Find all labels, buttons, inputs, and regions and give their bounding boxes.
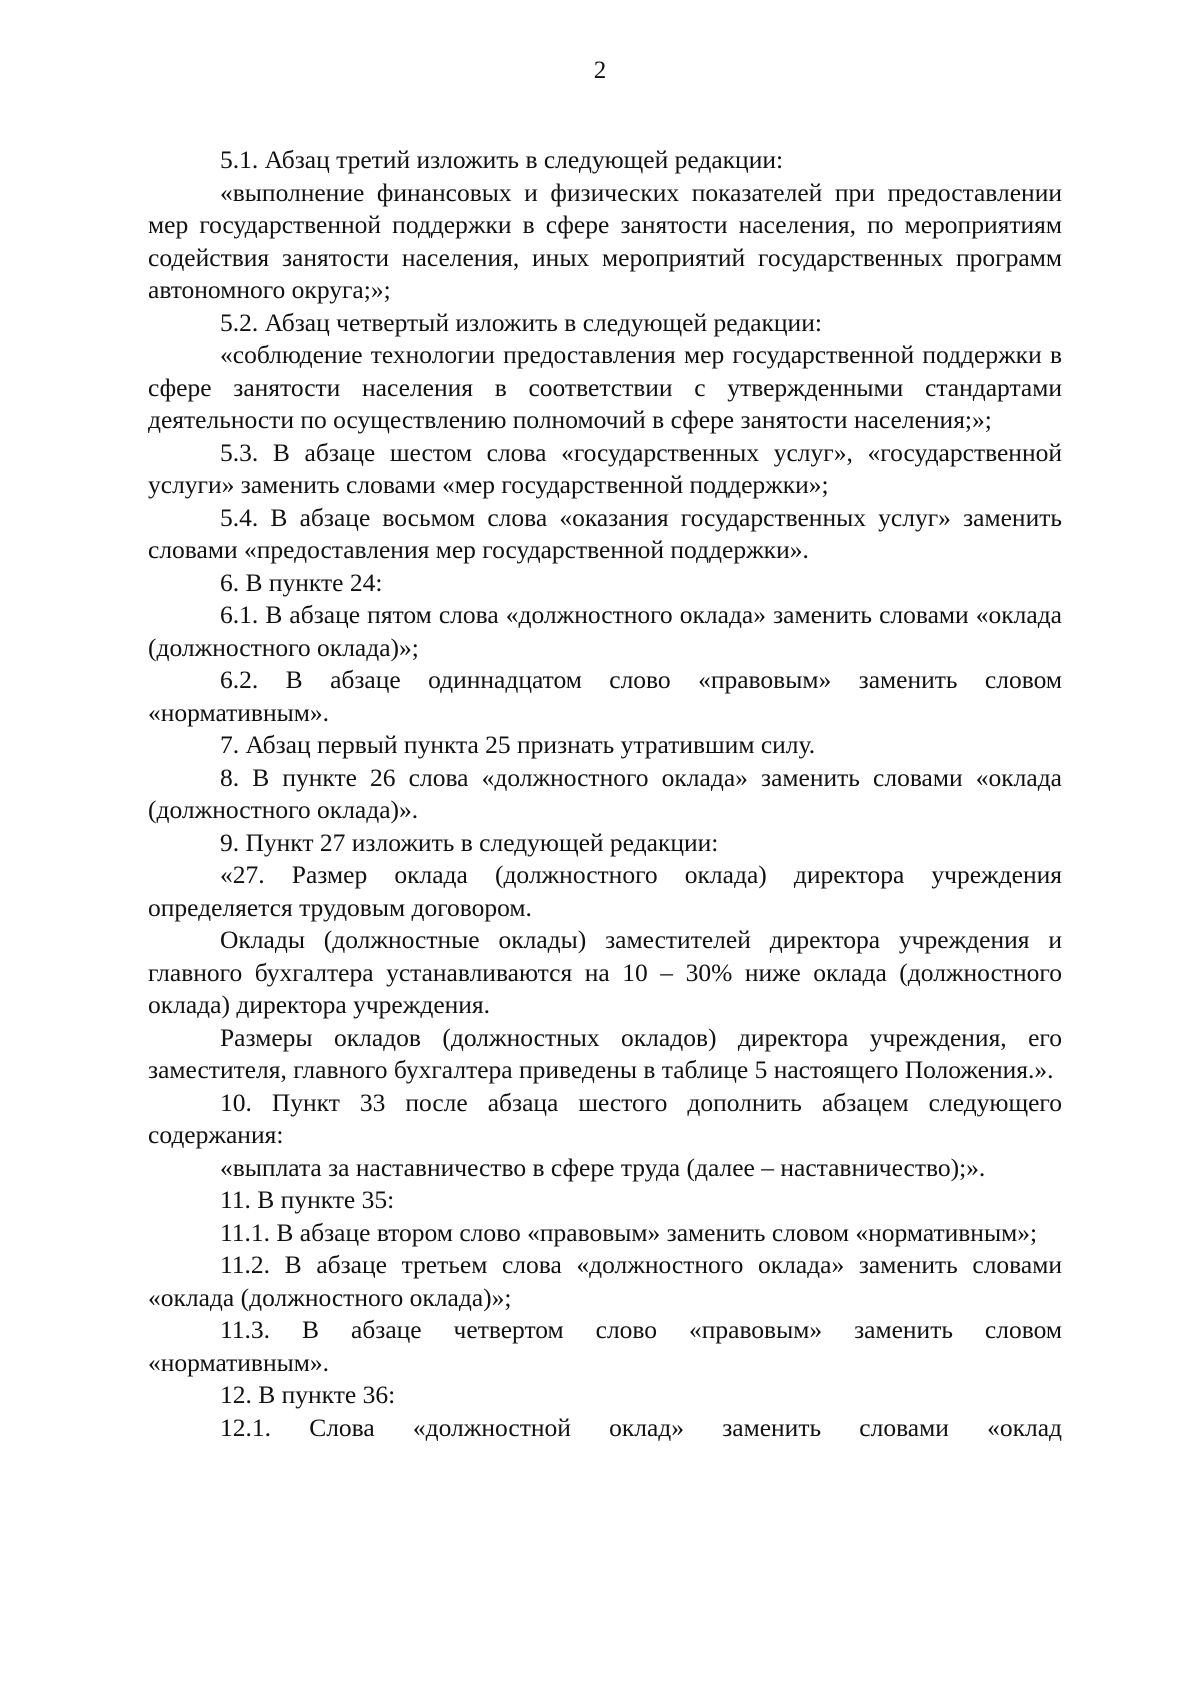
paragraph-5-2-text: «соблюдение технологии предоставления мер государственной поддержки в сфере занятости населения в соответствии с утвержденными стандартами деятельности по осуществлению полномочий в сфере занятости населения;»; (148, 340, 1062, 434)
paragraph-12-1: 12.1. Слова «должностной оклад» заменить словами «оклад (220, 1412, 1062, 1442)
page-number: 2 (593, 57, 607, 84)
paragraph-5-4: 5.4. В абзаце восьмом слова «оказания государственных услуг» заменить словами «предоставления мер государственной поддержки». (148, 502, 1062, 564)
paragraph-11-3: 11.3. В абзаце четвертом слово «правовым» заменить словом «нормативным». (148, 1315, 1062, 1377)
paragraph-5-1: 5.1. Абзац третий изложить в следующей редакции: (220, 145, 784, 174)
paragraph-27-table-ref: Размеры окладов (должностных окладов) директора учреждения, его заместителя, главного бухгалтера приведены в таблице 5 настоящего Положения.». (148, 1022, 1062, 1084)
paragraph-11-2: 11.2. В абзаце третьем слова «должностного оклада» заменить словами «оклада (должностного оклада)»; (148, 1250, 1062, 1312)
paragraph-9: 9. Пункт 27 изложить в следующей редакции: (220, 827, 719, 857)
paragraph-11-1: 11.1. В абзаце втором слово «правовым» заменить словом «нормативным»; (220, 1217, 1038, 1247)
paragraph-6-2: 6.2. В абзаце одиннадцатом слово «правовым» заменить словом «нормативным». (148, 665, 1062, 727)
paragraph-10: 10. Пункт 33 после абзаца шестого дополнить абзацем следующего содержания: (148, 1087, 1062, 1149)
paragraph-7: 7. Абзац первый пункта 25 признать утратившим силу. (220, 730, 816, 759)
paragraph-6: 6. В пункте 24: (220, 567, 383, 597)
paragraph-8: 8. В пункте 26 слова «должностного оклада» заменить словами «оклада (должностного оклада)». (148, 762, 1062, 824)
paragraph-5-3: 5.3. В абзаце шестом слова «государственных услуг», «государственной услуги» заменить словами «мер государственной поддержки»; (148, 437, 1062, 499)
paragraph-5-2: 5.2. Абзац четвертый изложить в следующей редакции: (220, 307, 822, 337)
paragraph-27-text: «27. Размер оклада (должностного оклада) директора учреждения определяется трудовым договором. (148, 860, 1062, 922)
paragraph-27-salaries: Оклады (должностные оклады) заместителей директора учреждения и главного бухгалтера устанавливаются на 10 – 30% ниже оклада (должностного оклада) директора учреждения. (148, 925, 1062, 1019)
paragraph-11: 11. В пункте 35: (220, 1185, 395, 1214)
paragraph-10-text: «выплата за наставничество в сфере труда (далее – наставничество);». (220, 1152, 986, 1182)
paragraph-6-1: 6.1. В абзаце пятом слова «должностного оклада» заменить словами «оклада (должностного оклада)»; (148, 600, 1062, 662)
paragraph-12: 12. В пункте 36: (220, 1380, 396, 1409)
paragraph-5-1-text: «выполнение финансовых и физических показателей при предоставлении мер государственной поддержки в сфере занятости населения, по мероприятиям содействия занятости населения, иных мероприятий государственных программ автономного округа;»; (148, 177, 1062, 304)
document-body (148, 144, 1062, 1444)
